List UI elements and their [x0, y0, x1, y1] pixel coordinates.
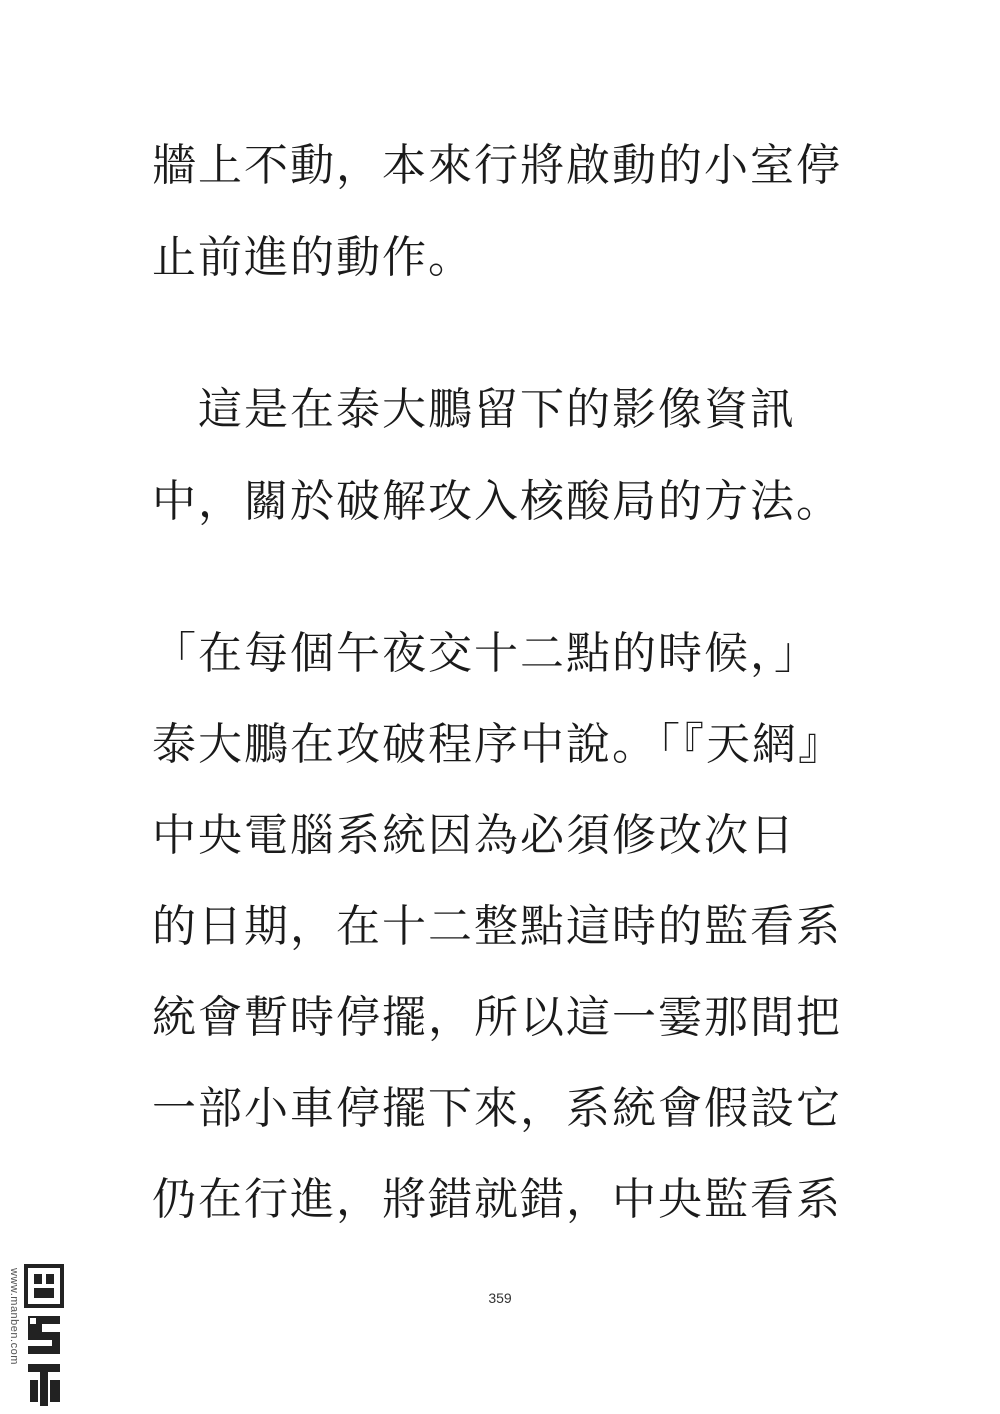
text-line: 牆上不動，本來行將啟動的小室停	[152, 140, 842, 191]
text-line: 泰大鵬在攻破程序中說。「『天網』	[152, 719, 844, 770]
page-number: 359	[488, 1290, 512, 1306]
text-line: 中，關於破解攻入核酸局的方法。	[152, 476, 842, 527]
text-line: 「在每個午夜交十二點的時候，」	[152, 628, 820, 679]
text-line: 中央電腦系統因為必須修改次日	[152, 810, 796, 861]
watermark-logo-icon	[22, 1262, 66, 1410]
text-line: 仍在行進，將錯就錯，中央監看系	[152, 1174, 842, 1225]
text-line: 統會暫時停擺，所以這一霎那間把	[152, 992, 842, 1043]
text-line: 的日期，在十二整點這時的監看系	[152, 901, 842, 952]
watermark-url: www.manben.com	[8, 1268, 20, 1365]
text-line: 這是在泰大鵬留下的影像資訊	[152, 384, 796, 435]
text-line: 止前進的動作。	[152, 232, 474, 283]
text-line: 一部小車停擺下來，系統會假設它	[152, 1083, 842, 1134]
